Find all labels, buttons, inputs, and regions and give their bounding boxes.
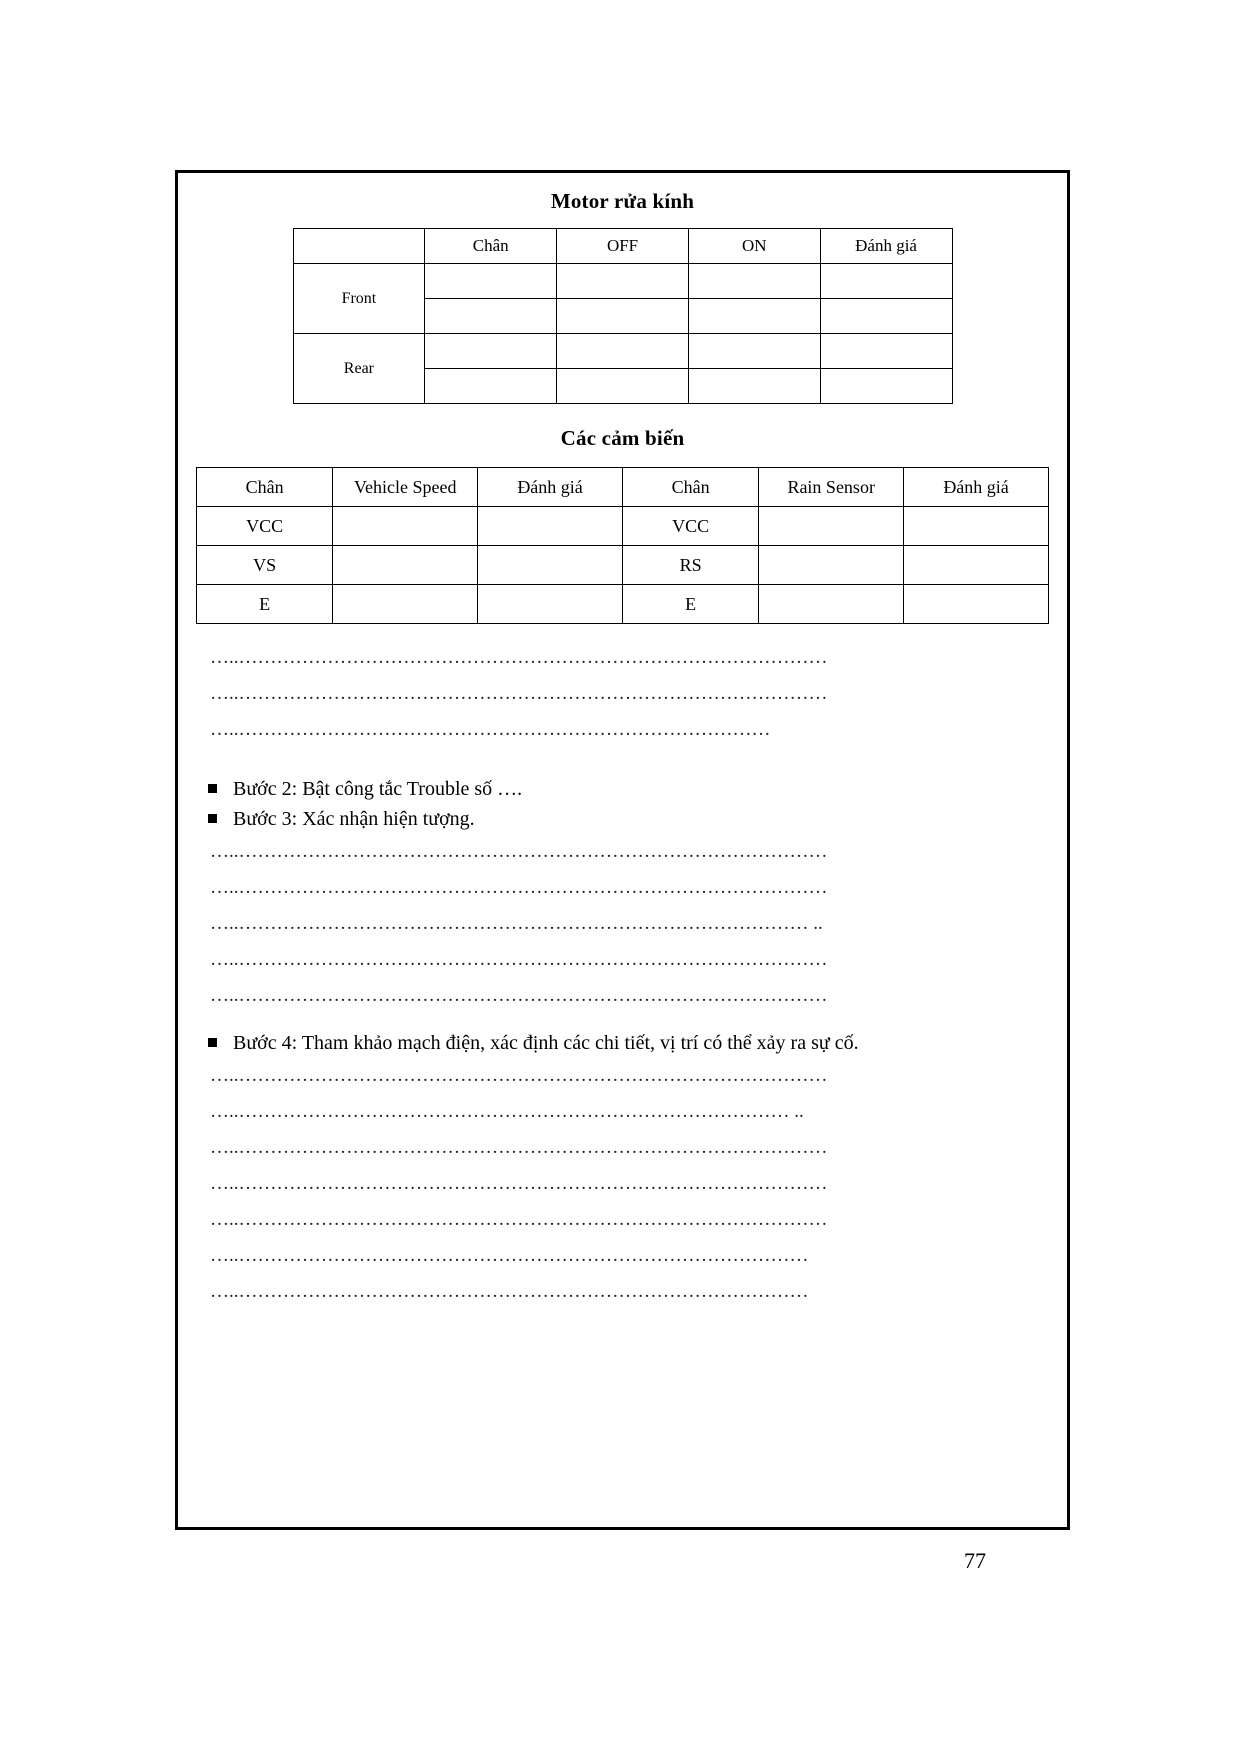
sensors-pin-label: VS xyxy=(197,546,333,585)
page-frame xyxy=(175,170,1070,1530)
sensors-cell[interactable] xyxy=(478,507,623,546)
sensors-table xyxy=(196,467,1049,624)
answer-line[interactable]: …..……………………………………………………………………………… xyxy=(210,1245,809,1266)
sensors-pin-label: E xyxy=(197,585,333,624)
answer-line[interactable]: …..………………………………………………………………………………… xyxy=(210,683,828,704)
answer-line[interactable]: …..……………………………………………………………………………… xyxy=(210,1281,809,1302)
sensors-pin-label: RS xyxy=(622,546,758,585)
motor-header-off: OFF xyxy=(557,229,689,264)
motor-header-blank xyxy=(293,229,425,264)
sensors-header-vehicle-speed: Vehicle Speed xyxy=(333,468,478,507)
bullet-square-icon xyxy=(208,814,217,823)
motor-cell[interactable] xyxy=(557,334,689,369)
answer-line[interactable]: …..………………………………………………………………………………… xyxy=(210,1173,828,1194)
sensors-cell[interactable] xyxy=(904,507,1049,546)
sensors-cell[interactable] xyxy=(333,585,478,624)
motor-cell[interactable] xyxy=(425,369,557,404)
motor-cell[interactable] xyxy=(820,264,952,299)
answer-lines-group-3 xyxy=(196,1058,1049,1310)
sensors-header-danhgia-2: Đánh giá xyxy=(904,468,1049,507)
step-buoc-2 xyxy=(196,774,1049,804)
answer-line[interactable]: …..…………………………………………………………………………… .. xyxy=(210,1101,804,1122)
motor-row-label-front: Front xyxy=(293,264,425,334)
sensors-cell[interactable] xyxy=(759,546,904,585)
answer-line[interactable]: …..………………………………………………………………………………… xyxy=(210,877,828,898)
motor-cell[interactable] xyxy=(688,299,820,334)
spacer xyxy=(196,748,1049,774)
answer-line[interactable]: …..………………………………………………………………………………… xyxy=(210,1137,828,1158)
sensors-pin-label: VCC xyxy=(622,507,758,546)
step-label: Bước 3: Xác nhận hiện tượng. xyxy=(233,808,475,830)
sensors-header-rain-sensor: Rain Sensor xyxy=(759,468,904,507)
page-number-value: 77 xyxy=(964,1548,986,1573)
page-content xyxy=(178,173,1067,1527)
sensors-pin-label: E xyxy=(622,585,758,624)
answer-lines-group-1 xyxy=(196,640,1049,748)
motor-header-chan: Chân xyxy=(425,229,557,264)
motor-cell[interactable] xyxy=(557,299,689,334)
motor-table-row xyxy=(293,264,952,299)
sensors-section-title: Các cảm biến xyxy=(560,426,685,450)
step-label: Bước 2: Bật công tắc Trouble số …. xyxy=(233,778,523,800)
motor-section-title: Motor rửa kính xyxy=(550,189,695,213)
page-number xyxy=(0,1548,1240,1574)
table-row xyxy=(197,546,1049,585)
motor-cell[interactable] xyxy=(820,369,952,404)
step-buoc-4 xyxy=(196,1028,1049,1058)
sensors-header-chan-2: Chân xyxy=(622,468,758,507)
motor-cell[interactable] xyxy=(688,334,820,369)
motor-cell[interactable] xyxy=(425,264,557,299)
sensors-cell[interactable] xyxy=(759,507,904,546)
motor-cell[interactable] xyxy=(425,299,557,334)
sensors-pin-label: VCC xyxy=(197,507,333,546)
sensors-cell[interactable] xyxy=(333,507,478,546)
sensors-cell[interactable] xyxy=(333,546,478,585)
motor-cell[interactable] xyxy=(688,264,820,299)
sensors-cell[interactable] xyxy=(759,585,904,624)
motor-cell[interactable] xyxy=(557,264,689,299)
motor-cell[interactable] xyxy=(557,369,689,404)
answer-line[interactable]: …..………………………………………………………………………………… xyxy=(210,1065,828,1086)
answer-line[interactable]: …..………………………………………………………………………………… xyxy=(210,949,828,970)
motor-cell[interactable] xyxy=(820,334,952,369)
bullet-square-icon xyxy=(208,784,217,793)
table-row xyxy=(197,585,1049,624)
answer-line[interactable]: …..………………………………………………………………………… xyxy=(210,719,771,740)
bullet-square-icon xyxy=(208,1038,217,1047)
table-row xyxy=(197,507,1049,546)
answer-line[interactable]: …..………………………………………………………………………………… xyxy=(210,1209,828,1230)
motor-cell[interactable] xyxy=(425,334,557,369)
sensors-header-danhgia-1: Đánh giá xyxy=(478,468,623,507)
motor-row-label-rear: Rear xyxy=(293,334,425,404)
answer-lines-group-2 xyxy=(196,834,1049,1014)
answer-line[interactable]: …..………………………………………………………………………………… xyxy=(210,841,828,862)
motor-cell[interactable] xyxy=(688,369,820,404)
sensors-cell[interactable] xyxy=(904,585,1049,624)
motor-table-wrapper xyxy=(196,228,1049,404)
sensors-cell[interactable] xyxy=(904,546,1049,585)
motor-cell[interactable] xyxy=(820,299,952,334)
answer-line[interactable]: …..………………………………………………………………………………… xyxy=(210,647,828,668)
motor-table xyxy=(293,228,953,404)
step-buoc-3 xyxy=(196,804,1049,834)
motor-table-header-row xyxy=(293,229,952,264)
motor-header-danhgia: Đánh giá xyxy=(820,229,952,264)
sensors-header-chan-1: Chân xyxy=(197,468,333,507)
spacer xyxy=(196,1014,1049,1028)
sensors-cell[interactable] xyxy=(478,585,623,624)
answer-line[interactable]: …..……………………………………………………………………………… .. xyxy=(210,913,823,934)
sensors-header-row xyxy=(197,468,1049,507)
motor-table-row xyxy=(293,334,952,369)
step-label: Bước 4: Tham khảo mạch điện, xác định các chi tiết, vị trí có thể xảy ra sự cố. xyxy=(233,1032,859,1054)
motor-header-on: ON xyxy=(688,229,820,264)
sensors-cell[interactable] xyxy=(478,546,623,585)
answer-line[interactable]: …..………………………………………………………………………………… xyxy=(210,985,828,1006)
